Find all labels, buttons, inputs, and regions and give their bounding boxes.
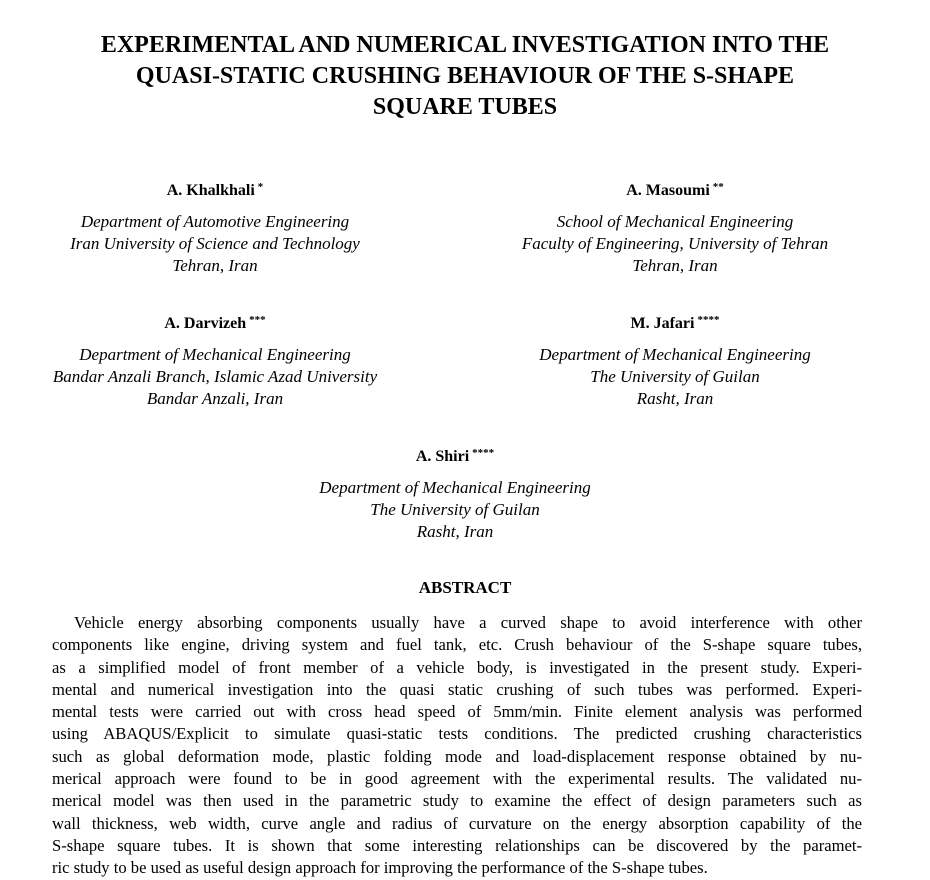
author-block [0, 314, 445, 410]
affiliation-line: Iran University of Science and Technology [70, 234, 360, 253]
affiliation-line: Tehran, Iran [632, 256, 718, 275]
abstract-heading: ABSTRACT [418, 578, 512, 597]
affiliation-line: Department of Mechanical Engineering [79, 345, 351, 364]
affiliation-line: Department of Mechanical Engineering [539, 345, 811, 364]
affiliation-line: Faculty of Engineering, University of Tehran [521, 234, 829, 253]
affiliation-line: The University of Guilan [590, 367, 760, 386]
affiliation-line: Tehran, Iran [172, 256, 258, 275]
abstract-line: such as global deformation mode, plastic folding mode and load-displacement response obtained by nu- [52, 746, 862, 766]
abstract-line: Vehicle energy absorbing components usually have a curved shape to avoid interference with other [74, 613, 862, 632]
author-name: A. Khalkhali [166, 182, 255, 199]
author-mark: ** [712, 181, 724, 193]
author-mark: **** [697, 314, 720, 326]
author-block [0, 181, 445, 277]
author-block [445, 314, 905, 410]
affiliation-line: Rasht, Iran [636, 389, 714, 408]
abstract-line: as a simplified model of front member of a vehicle body, is investigated in the present study. Experi- [52, 657, 862, 677]
affiliation-line: School of Mechanical Engineering [556, 212, 794, 231]
affiliation-line: Rasht, Iran [416, 522, 494, 541]
abstract-line: mental and numerical investigation into the quasi static crushing of such tubes was performed. Experi- [52, 679, 862, 699]
affiliation-line: Department of Mechanical Engineering [319, 478, 591, 497]
author-name: A. Shiri [415, 448, 470, 465]
author-block [445, 181, 905, 277]
title-line: SQUARE TUBES [372, 94, 558, 120]
author-name: A. Masoumi [626, 182, 710, 199]
author-mark: * [257, 181, 264, 193]
affiliation-line: Bandar Anzali Branch, Islamic Azad University [52, 367, 378, 386]
affiliation-line: The University of Guilan [370, 500, 540, 519]
abstract-line: S-shape square tubes. It is shown that some interesting relationships can be discovered by the paramet- [52, 835, 862, 855]
affiliation-line: Bandar Anzali, Iran [146, 389, 284, 408]
title-line: EXPERIMENTAL AND NUMERICAL INVESTIGATION INTO THE [100, 32, 830, 58]
abstract-line: wall thickness, web width, curve angle and radius of curvature on the energy absorption capability of the [52, 813, 862, 833]
abstract-line: ric study to be used as useful design approach for improving the performance of the S-shape tubes. [52, 858, 708, 878]
author-name: A. Darvizeh [164, 315, 247, 332]
abstract-line: merical approach were found to be in good agreement with the experimental results. The validated nu- [52, 769, 862, 789]
author-mark: **** [472, 447, 495, 459]
author-mark: *** [249, 314, 266, 326]
abstract-body [52, 612, 862, 880]
abstract-line: using ABAQUS/Explicit to simulate quasi-static tests conditions. The predicted crushing characteristics [52, 724, 862, 744]
abstract-line: components like engine, driving system and fuel tank, etc. Crush behaviour of the S-shape square tubes, [52, 635, 862, 655]
affiliation-line: Department of Automotive Engineering [80, 212, 350, 231]
title-line: QUASI-STATIC CRUSHING BEHAVIOUR OF THE S-SHAPE [135, 63, 795, 89]
author-block [225, 447, 685, 543]
abstract-line: mental tests were carried out with cross head speed of 5mm/min. Finite element analysis was performed [52, 702, 862, 722]
paper-title [0, 30, 930, 123]
abstract-line: merical model was then used in the parametric study to examine the effect of design parameters such as [52, 791, 862, 811]
author-name: M. Jafari [630, 315, 695, 332]
